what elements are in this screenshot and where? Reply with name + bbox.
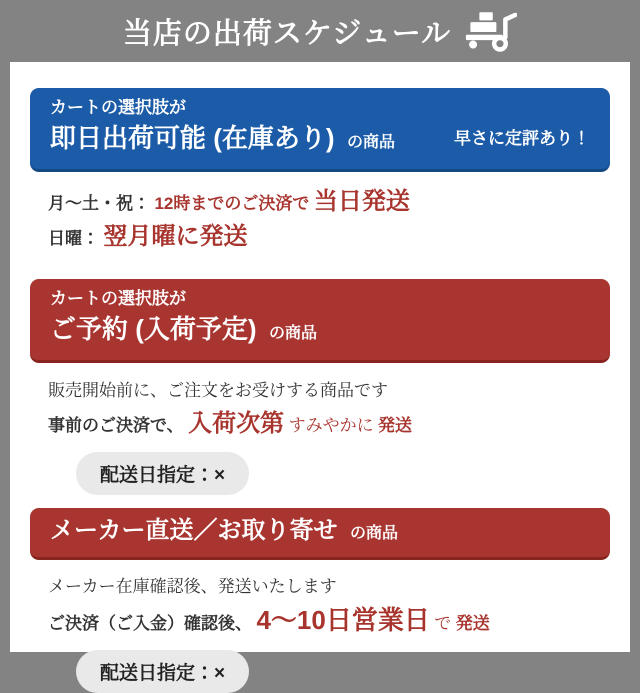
banner-preorder-text — [50, 287, 317, 352]
banner-instock-text — [50, 96, 395, 161]
banner-preorder-main: ご予約 (入荷予定) — [50, 314, 257, 344]
page-header — [0, 0, 640, 62]
instock-row-sunday — [48, 221, 630, 256]
banner-direct-main: メーカー直送／お取り寄せ — [50, 517, 338, 544]
direct-row-shipping — [48, 604, 630, 641]
direct-delivery-date-badge: 配送日指定：× — [76, 650, 249, 693]
preorder-shipping-tail: 発送 — [378, 416, 413, 435]
instock-sunday-label: 日曜： — [48, 229, 99, 248]
direct-shipping-mid: で — [434, 614, 452, 633]
banner-preorder-mainline — [50, 311, 317, 352]
direct-info-text: メーカー在庫確認後、発送いたします — [48, 577, 337, 596]
banner-instock-main: 即日出荷可能 (在庫あり) — [50, 123, 335, 153]
direct-row-info — [48, 571, 630, 604]
preorder-shipping-label: 事前のご決済で、 — [48, 416, 184, 435]
page-title: 当店の出荷スケジュール — [122, 17, 452, 50]
direct-shipping-tail: 発送 — [455, 614, 490, 633]
preorder-shipping-mid: すみやかに — [288, 416, 374, 435]
preorder-info-text: 販売開始前に、ご注文をお受けする商品です — [48, 381, 388, 400]
banner-instock-suffix: の商品 — [347, 134, 396, 151]
banner-direct-suffix: の商品 — [349, 525, 398, 542]
content-panel — [10, 62, 630, 684]
banner-direct-mainline — [50, 516, 398, 549]
preorder-shipping-emphasis: 入荷次第 — [188, 410, 285, 437]
preorder-delivery-date-badge: 配送日指定：× — [76, 452, 249, 495]
instock-weekday-emphasis: 当日発送 — [313, 188, 410, 215]
banner-instock — [30, 88, 610, 172]
preorder-row-info — [48, 375, 630, 408]
instock-sunday-emphasis: 翌月曜に発送 — [103, 223, 248, 250]
instock-weekday-label: 月～土・祝： — [48, 194, 150, 213]
direct-shipping-label: ご決済（ご入金）確認後、 — [48, 614, 252, 633]
preorder-row-shipping — [48, 408, 630, 443]
instock-row-weekday — [48, 186, 630, 221]
direct-details — [10, 571, 630, 693]
instock-details — [10, 186, 630, 256]
instock-weekday-condition: 12時までのご決済で — [154, 194, 310, 213]
banner-preorder-suffix: の商品 — [269, 325, 318, 342]
direct-shipping-emphasis: 4～10日営業日 — [256, 605, 430, 635]
banner-preorder — [30, 279, 610, 363]
banner-direct — [30, 508, 610, 560]
banner-instock-preline: カートの選択肢が — [50, 98, 186, 117]
banner-instock-mainline — [50, 120, 395, 161]
hand-truck-icon — [465, 11, 517, 53]
banner-instock-note: 早さに定評あり！ — [454, 129, 590, 148]
preorder-details — [10, 375, 630, 495]
banner-preorder-preline: カートの選択肢が — [50, 289, 186, 308]
